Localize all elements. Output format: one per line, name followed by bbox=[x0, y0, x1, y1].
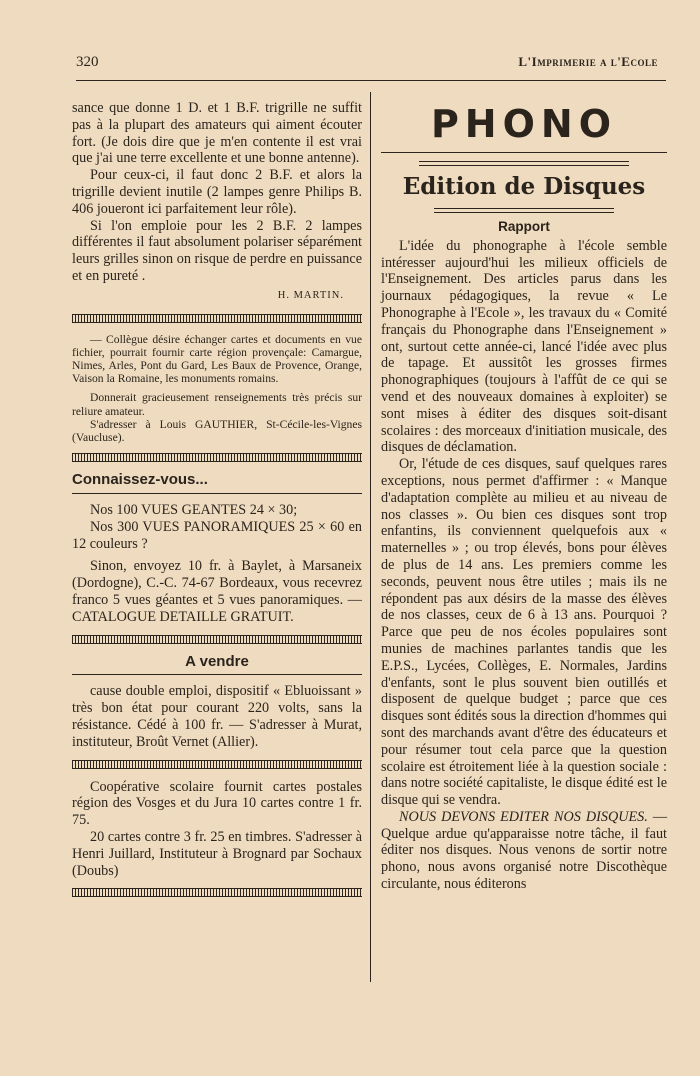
ornamental-rule bbox=[72, 888, 362, 897]
connaissez-line-2: Nos 300 VUES PANORAMIQUES 25 × 60 en 12 couleurs ? bbox=[72, 518, 362, 552]
vendre-title: A vendre bbox=[185, 652, 249, 670]
connaissez-line-1: Nos 100 VUES GEANTES 24 × 30; bbox=[90, 501, 298, 518]
college-notice bbox=[72, 333, 362, 445]
title-block bbox=[381, 102, 667, 153]
college-paragraph-3: S'adresser à Louis GAUTHIER, St-Cécile-les-Vignes (Vaucluse). bbox=[72, 417, 362, 444]
ornamental-rule bbox=[72, 314, 362, 323]
double-rule bbox=[419, 161, 629, 166]
intro-paragraph-1: sance que donne 1 D. et 1 B.F. trigrille ne suffit pas à la plupart des amateurs qui aiment écouter fort. (Je dois dire que je m'en contente il est vrai que j'ai une terre excellente et une bonne antenne). bbox=[72, 100, 362, 167]
paragraph-lead: NOUS DEVONS EDITER NOS DISQUES. bbox=[399, 808, 648, 825]
vendre-body: cause double emploi, dispositif « Ebluoissant » très bon état pour courant 220 volts, sans la résistance. Cédé à 100 fr. — S'adresser à Murat, instituteur, Broût Vernet (Allier). bbox=[72, 683, 362, 750]
ornamental-rule bbox=[72, 453, 362, 462]
left-column bbox=[72, 100, 362, 907]
intro-paragraph-3: Si l'on emploie pour les 2 B.F. 2 lampes différentes il faut absolument polariser séparément leurs grilles sinon on risque de perdre en puissance et en pureté . bbox=[72, 217, 362, 284]
connaissez-title: Connaissez-vous... bbox=[72, 471, 208, 489]
paragraph-body: — Quelque ardue qu'apparaisse notre tâche, il faut éditer nos disques. Nous venons de sortir notre phono, nous avons organisé notre Discothèque circulante, nous éditerons bbox=[381, 808, 668, 893]
double-rule bbox=[434, 208, 614, 213]
college-paragraph-1: — Collègue désire échanger cartes et documents en vue fichier, pourrait fournir carte région provençale: Camargue, Nimes, Arles, Pont du Gard, Les Baux de Provence, Orange, Vaison la Romaine, les monuments romains. bbox=[72, 332, 362, 386]
article-title: PHONO bbox=[430, 102, 618, 146]
page-header bbox=[76, 54, 666, 74]
article-paragraph-3 bbox=[381, 809, 667, 893]
coop-paragraph-2: 20 cartes contre 3 fr. 25 en timbres. S'adresser à Henri Juillard, Instituteur à Brognard par Sochaux (Doubs) bbox=[72, 828, 362, 879]
article-paragraph-1: L'idée du phonographe à l'école semble intéresser aujourd'hui les milieux officiels de l'Enseignement. Des articles parus dans les journaux pédagogiques, la revue « Le Phonographe à l'Ecole », les travaux du « Comité français du Phonographe dans l'Enseignement » ont, surtout cette année-ci, lancé l'idée avec plus de tapage. Et aussitôt les grosses firmes phonographiques (toujours à l'affût de ce qui se vend et des nouveaux domaines à exploiter) se sont mises à éditer des disques soit-disant scolaires : des morceaux d'initiation musicale, des disques de déclamation. bbox=[381, 237, 667, 456]
header-rule bbox=[76, 80, 666, 81]
ornamental-rule bbox=[72, 635, 362, 644]
section-heading: Rapport bbox=[498, 219, 550, 234]
running-title: L'Imprimerie a l'Ecole bbox=[518, 54, 658, 69]
right-column bbox=[381, 100, 667, 893]
intro-paragraph-2: Pour ceux-ci, il faut donc 2 B.F. et alors la trigrille devient inutile (2 lampes genre Philips B. 406 joueront ici parfaitement leur rôle). bbox=[72, 167, 362, 217]
article-paragraph-2: Or, l'étude de ces disques, sauf quelques rares exceptions, nous permet d'affirmer : « Manque d'adaptation complète au milieu et au niveau de nos classes ». Ou bien ces disques sont trop enfantins, ils conviennent quelquefois aux « maternelles » ; ou trop élevés, bons pour élèves de plus de 14 ans. Les premiers comme les seconds, peuvent nous être utiles ; mais ils ne répondent pas aux désirs de la masse des élèves de nos classes, ceux de 6 à 13 ans. Pourquoi ? Parce que peu de nos écoles populaires sont munies de machines parlantes tandis que les E.P.S., Lycées, Collèges, E. Normales, Jardins d'enfants, sont le plus souvent bien outillés et disposent de quelque budget ; parce que ces disques sont édités sous la direction d'hommes qui sont des marchands avant d'être des éducateurs et pour résumer tout cela parce que la question scolaire est étroitement liée à la question sociale : dans notre société capitaliste, le disque édité est le disque qui se vendra. bbox=[381, 456, 667, 809]
column-divider bbox=[370, 92, 371, 982]
author-signature: H. MARTIN. bbox=[277, 289, 344, 301]
college-paragraph-2: Donnerait gracieusement renseignements très précis sur reliure amateur. bbox=[72, 391, 362, 418]
coop-paragraph-1: Coopérative scolaire fournit cartes postales région des Vosges et du Jura 10 cartes contre 1 fr. 75. bbox=[72, 778, 362, 829]
page-number: 320 bbox=[76, 54, 99, 70]
ornamental-rule bbox=[72, 760, 362, 769]
connaissez-body: Sinon, envoyez 10 fr. à Baylet, à Marsaneix (Dordogne), C.-C. 74-67 Bordeaux, vous recevrez franco 5 vues géantes et 5 vues panoramiques. — CATALOGUE DETAILLE GRATUIT. bbox=[72, 558, 362, 625]
article-subtitle: Edition de Disques bbox=[402, 173, 646, 200]
section-rule bbox=[72, 674, 362, 675]
section-rule bbox=[72, 493, 362, 494]
